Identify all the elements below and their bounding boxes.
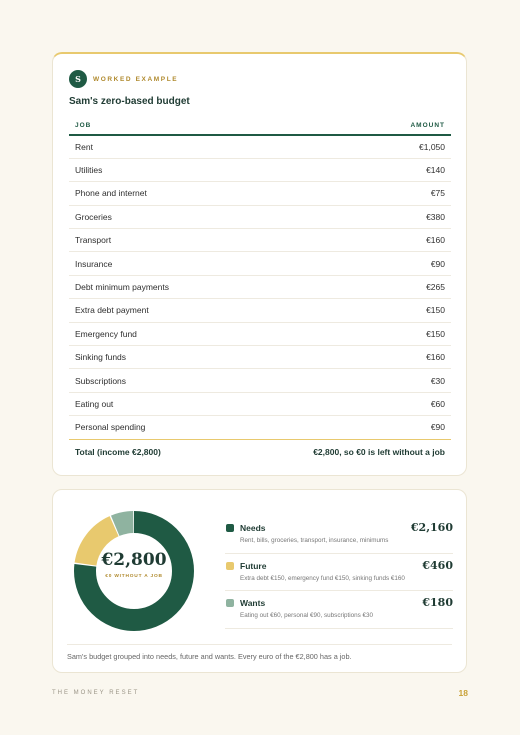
amount-cell: €265 [231,275,451,298]
legend-name: Needs [240,523,266,533]
total-label: Total (income €2,800) [75,447,161,458]
amount-cell: €140 [231,158,451,181]
legend-name: Future [240,560,267,571]
table-row [69,158,451,181]
table-row [69,322,451,345]
job-cell: Debt minimum payments [69,275,231,298]
total-value: €2,800, so €0 is left without a job [313,447,445,458]
table-row [69,346,451,369]
amount-cell: €380 [231,205,451,228]
future-swatch [226,562,234,570]
worked-example-eyebrow [69,70,178,88]
footer-brand: THE MONEY RESET [52,690,140,696]
job-cell: Eating out [69,392,231,415]
needs-swatch [226,524,234,532]
job-cell: Sinking funds [69,346,231,369]
amount-cell: €30 [231,369,451,392]
amount-cell: €150 [231,299,451,322]
table-row [69,252,451,275]
legend-description: Eating out €60, personal €90, subscriptions €30 [240,612,374,619]
job-cell: Groceries [69,205,231,228]
donut-chart [73,510,195,632]
table-row [69,135,451,158]
amount-cell: €150 [231,322,451,345]
table-row [69,205,451,228]
legend-name: Wants [240,598,266,608]
donut-legend [225,516,453,629]
table-total-row [69,439,451,465]
card-title: Sam's zero-based budget [69,96,190,107]
avatar: S [69,70,87,88]
table-row [69,416,451,439]
donut-center [73,550,195,579]
legend-amount: €2,160 [410,521,453,534]
amount-cell: €160 [231,346,451,369]
job-cell: Rent [69,135,231,158]
budget-summary-card [52,489,467,673]
job-cell: Utilities [69,158,231,181]
job-cell: Personal spending [69,416,231,439]
job-cell: Extra debt payment [69,299,231,322]
job-cell: Subscriptions [69,369,231,392]
amount-cell: €90 [231,416,451,439]
donut-total-value: €2,800 [101,550,167,570]
table-row [69,299,451,322]
legend-item-wants [225,591,453,629]
budget-table [69,117,451,465]
job-cell: Transport [69,229,231,252]
amount-cell: €60 [231,392,451,415]
page-number: 18 [458,688,468,698]
legend-item-needs [225,516,453,554]
table-row [69,229,451,252]
column-header-amount: AMOUNT [231,117,451,135]
legend-item-future [225,554,453,592]
job-cell: Emergency fund [69,322,231,345]
table-row [69,182,451,205]
budget-table-card [52,52,467,476]
amount-cell: €1,050 [231,135,451,158]
table-row [69,275,451,298]
legend-amount: €460 [422,558,453,572]
legend-description: Rent, bills, groceries, transport, insurance, minimums [240,537,389,544]
legend-description: Extra debt €150, emergency fund €150, sinking funds €160 [240,574,405,582]
amount-cell: €160 [231,229,451,252]
table-header-row [69,117,451,135]
donut-subtitle: €0 WITHOUT A JOB [105,574,163,579]
figure-caption: Sam's budget grouped into needs, future and wants. Every euro of the €2,800 has a job. [67,652,352,661]
table-row [69,369,451,392]
amount-cell: €90 [231,252,451,275]
caption-divider [67,644,452,645]
table-row [69,392,451,415]
job-cell: Insurance [69,252,231,275]
job-cell: Phone and internet [69,182,231,205]
wants-swatch [226,599,234,607]
eyebrow-label: WORKED EXAMPLE [93,75,179,83]
column-header-job: JOB [69,117,231,135]
legend-amount: €180 [422,596,453,609]
amount-cell: €75 [231,182,451,205]
